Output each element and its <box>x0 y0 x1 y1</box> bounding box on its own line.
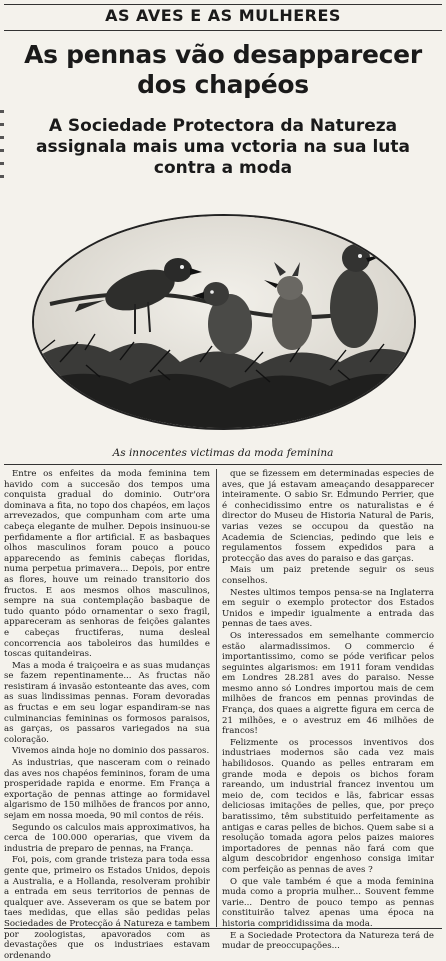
paragraph: Vivemos ainda hoje no dominio dos passaros. <box>12 746 210 757</box>
paragraph: Nestes ultimos tempos pensa-se na Inglaterra em seguir o exemplo protector dos Estados Unidos e impedir igualmente a entrada das pennas de taes aves. <box>222 587 434 630</box>
paragraph: Segundo os calculos mais approximativos, ha cerca de 100.000 operarias, que vivem da industria de preparo de pennas, na França. <box>4 822 210 854</box>
bottom-rule <box>4 928 442 929</box>
top-rule <box>4 4 442 5</box>
birds-photo <box>30 212 418 432</box>
paragraph: que se fizessem em determinadas especies de aves, que já estavam ameaçando desapparecer inteiramente. O sabio Sr. Edmundo Perrier, que é conhecidissimo entre os naturalistas e é director do Museu de Historia Natural de Paris, varias vezes se occupou da questão na Academia de Sciencias, pedindo que leis e regulamentos fossem expedidos para a protecção das aves do paraiso e das garças. <box>222 469 434 564</box>
left-edge-marks <box>0 100 6 220</box>
paragraph: Entre os enfeites da moda feminina tem havido com a succesão dos tempos uma conquista gradual do dominio. Outr'ora dominava a fita, no topo dos chapéos, em laços arrevezados, que compunham com arte uma cabeça elegante de mulher. Depois insinuou-se perfidamente a flor artificial. E as basbaques olhos masculinos foram pouco a pouco apparecendo as feminis cabeças floridas, numa perpetua primavera... Depois, por entre as flores, houve um reinado transitorio dos fructos. E aos mesmos olhos masculinos, sempre na sua contemplação basbaque de tudo quanto pódo ornamentar o sexo fragil, appareceram as senhoras de feições galantes e cabeças fructiferas, numa desleal concorrencia aos taboleiros das humildes e toscas quitandeiras. <box>4 469 210 660</box>
paragraph: Mais um paiz pretende seguir os seus conselhos. <box>222 565 434 586</box>
article-column-right <box>222 469 434 952</box>
photo-caption: As innocentes victimas da moda feminina <box>112 447 334 459</box>
paragraph: E a Sociedade Protectora da Natureza terá de mudar de preoccupações... <box>222 930 434 952</box>
caption-rule <box>4 464 442 465</box>
headline: As pennas vão desapparecer dos chapéos <box>24 40 422 99</box>
paragraph: Felizmente os processos inventivos dos industriaes modernos são cada vez mais habilidosos. Quando as pelles entraram em grande moda e depois os bichos foram rareando, um industrial francez inventou um meio de, com tecidos e lãs, fabricar essas deliciosas imitações de pelles, que, por preço baratissimo, têm substituido perfeitamente as antigas e caras pelles de bichos. Quem sabe si a resolução tomada agora pelos paizes maiores importadores de pennas não fará com que algum descobridor engenhoso consiga imitar com perfeição as pennas de aves ? <box>222 737 434 875</box>
paragraph: Foi, pois, com grande tristeza para toda essa gente que, primeiro os Estados Unidos, depois a Australia, e a Hollanda, resolveram prohibir a entrada em seus territorios de pennas de qualquer ave. Asseveram os que se batem por taes medidas, que ellas são pedidas pelas Sociedades de Protecção á Natureza e tambem por zoologistas, apavorados com as devastações que os industriaes estavam ordenando <box>4 855 210 961</box>
section-title: AS AVES E AS MULHERES <box>105 6 341 25</box>
subheadline: A Sociedade Protectora da Natureza assignala mais uma vctoria na sua luta contra a moda <box>36 116 410 178</box>
paragraph: Mas a moda é traiçoeira e as suas mudanças se fazem repentinamente... As fructas não resistiram á invasão estonteante das aves, com as suas lindissimas pennas. Foram devoradas as fructas e em seu logar espandiram-se nas culminancias femininas os formosos paraisos, as garças, os passaros variegados na sua coloração. <box>4 660 210 745</box>
column-divider <box>216 469 217 927</box>
paragraph: Os interessados em semelhante commercio estão alarmadissimos. O commercio é importantissimo, como se póde verificar pelos seguintes algarismos: em 1911 foram vendidas em Londres 28.281 aves do paraiso. Nesse mesmo anno só Londres importou mais de cem milhões de francos em pennas provindas de França, dos quaes a aigrette figura em cerca de 21 milhões, e o avestruz em 46 milhões de francos! <box>222 630 434 737</box>
paragraph: O que vale também é que a moda feminina muda como a propria mulher... Souvent femme varie... Dentro de pouco tempo as pennas constituirão talvez apenas uma época na historia comprididissima da moda. <box>222 876 434 929</box>
article-column-left <box>4 469 210 961</box>
section-rule <box>4 30 442 31</box>
paragraph: As industrias, que nasceram com o reinado das aves nos chapéos femininos, foram de uma prosperidade rapida e enorme. Em França a exportação de pennas attinge ao formidavel algarismo de 150 milhões de francos por anno, sejam em nossa moeda, 90 mil contos de réis. <box>4 758 210 821</box>
